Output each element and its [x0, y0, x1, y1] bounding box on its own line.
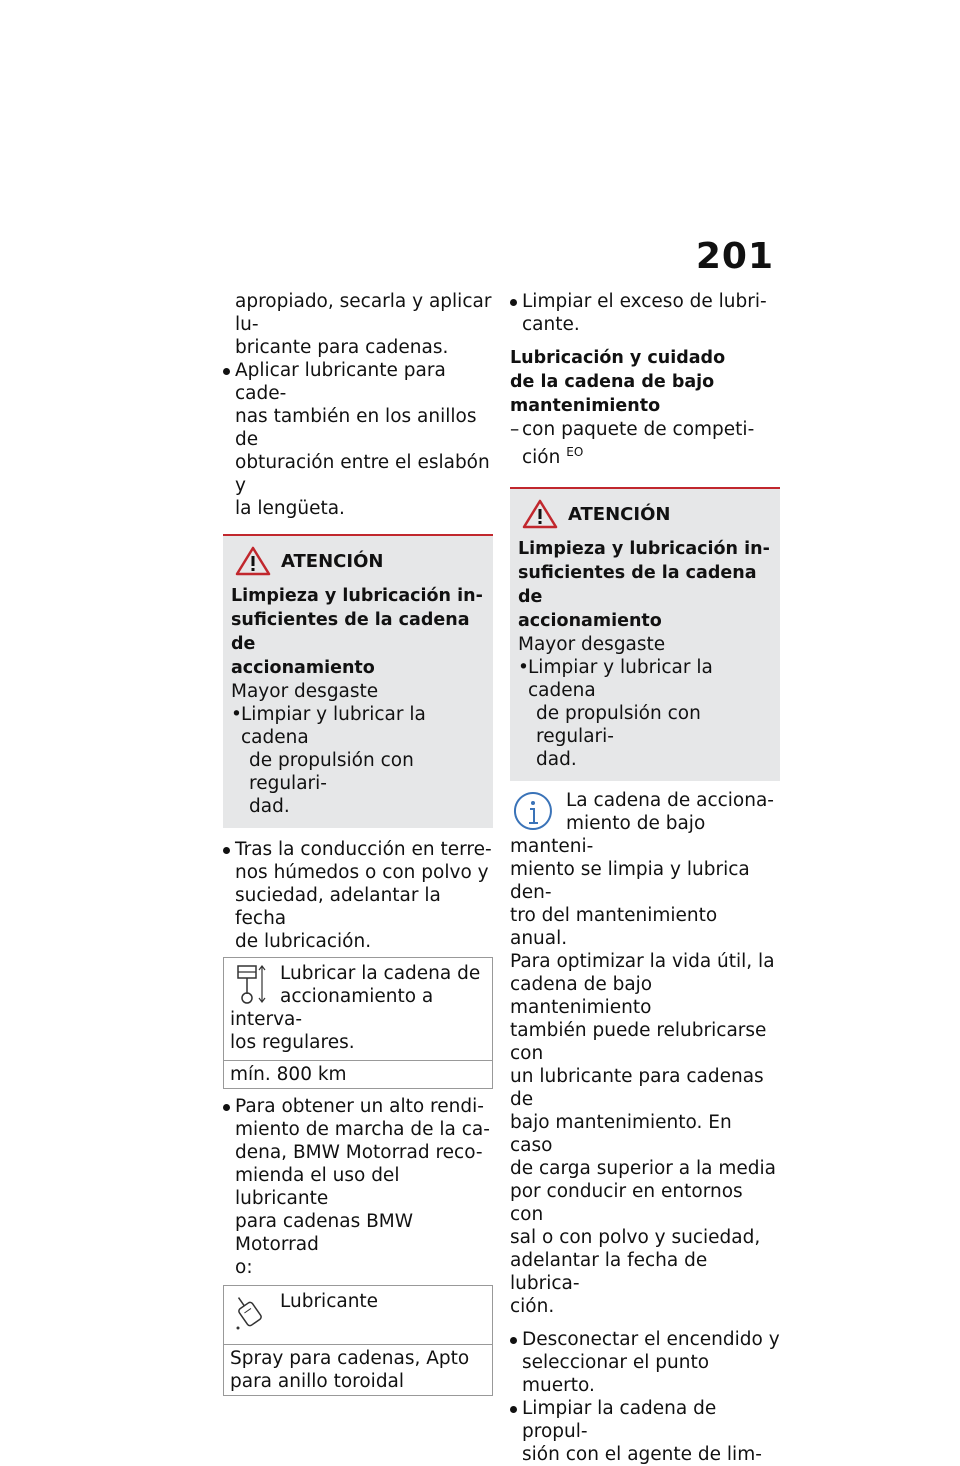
interval-header: Lubricar la cadena de accionamiento a interva- los regulares. [230, 963, 481, 1053]
equipment-code: EO [566, 445, 584, 459]
left-column [223, 290, 493, 1396]
continued-text: apropiado, secarla y aplicar lu- bricante para cadenas. [235, 291, 492, 358]
warning-consequence: Mayor desgaste [231, 681, 379, 702]
bullet-dot [223, 368, 230, 375]
lubricant-value: Spray para cadenas, Apto para anillo toroidal [224, 1344, 492, 1395]
warning-title [518, 499, 772, 529]
equipment-note: – con paquete de competi- ción $^{EO}$ [510, 419, 755, 469]
list-item: Para obtener un alto rendi- miento de marcha de la ca- dena, BMW Motorrad reco- mienda el uso del lubricante para cadenas BMW Motorrad o: [223, 1095, 493, 1279]
list-item: Aplicar lubricante para cade- nas también en los anillos de obturación entre el eslabón y la lengüeta. [223, 359, 493, 520]
info-icon [510, 789, 556, 835]
list-item: Limpiar el exceso de lubri- cante. [510, 290, 780, 336]
warning-box [223, 534, 493, 828]
bullet-dot [510, 1337, 517, 1344]
warning-action: • Limpiar y lubricar la cadena de propulsión con regulari- dad. [518, 657, 713, 771]
lubricant-header: Lubricante [224, 1286, 492, 1344]
bullet-dot [223, 847, 230, 854]
oil-can-icon [230, 1290, 270, 1336]
warning-title [231, 546, 485, 576]
list-item: Tras la conducción en terre- nos húmedos o con polvo y suciedad, adelantar la fecha de lubricación. [223, 838, 493, 953]
warning-action: • Limpiar y lubricar la cadena de propulsión con regulari- dad. [231, 704, 426, 817]
warning-triangle-icon [522, 499, 558, 529]
chain-maintenance-icon [230, 962, 270, 1008]
list-item: Limpiar la cadena de propul- sión con el agente de lim- [510, 1397, 780, 1466]
section-heading: Lubricación y cuidado de la cadena de bajo mantenimiento [510, 348, 726, 416]
lubricant-table [223, 1285, 493, 1396]
bullet-dot [510, 299, 517, 306]
warning-heading: Limpieza y lubricación in- suficientes de la cadena de accionamiento [518, 539, 770, 632]
warning-box [510, 487, 780, 781]
warning-heading: Limpieza y lubricación in- suficientes de la cadena de accionamiento [231, 586, 483, 678]
warning-label: ATENCIÓN [281, 550, 384, 572]
interval-table [223, 957, 493, 1089]
right-column [510, 290, 780, 1466]
interval-value: mín. 800 km [224, 1060, 492, 1088]
warning-consequence: Mayor desgaste [518, 634, 666, 656]
info-note: La cadena de acciona- miento de bajo manteni- miento se limpia y lubrica den- tro del mantenimiento anual. Para optimizar la vida útil, la cadena de bajo mantenimiento también puede relubricarse con un lubricante para cadenas de bajo mantenimiento. En caso de carga superior a la media por conducir en entornos con sal o con polvo y suciedad, adelantar la fecha de lubrica- ción. [510, 790, 776, 1318]
warning-triangle-icon [235, 546, 271, 576]
list-item: Desconectar el encendido y seleccionar el punto muerto. [510, 1328, 780, 1397]
bullet-dot [510, 1406, 517, 1413]
page-number: 201 [695, 236, 774, 277]
warning-label: ATENCIÓN [568, 503, 671, 525]
bullet-dot [223, 1104, 230, 1111]
